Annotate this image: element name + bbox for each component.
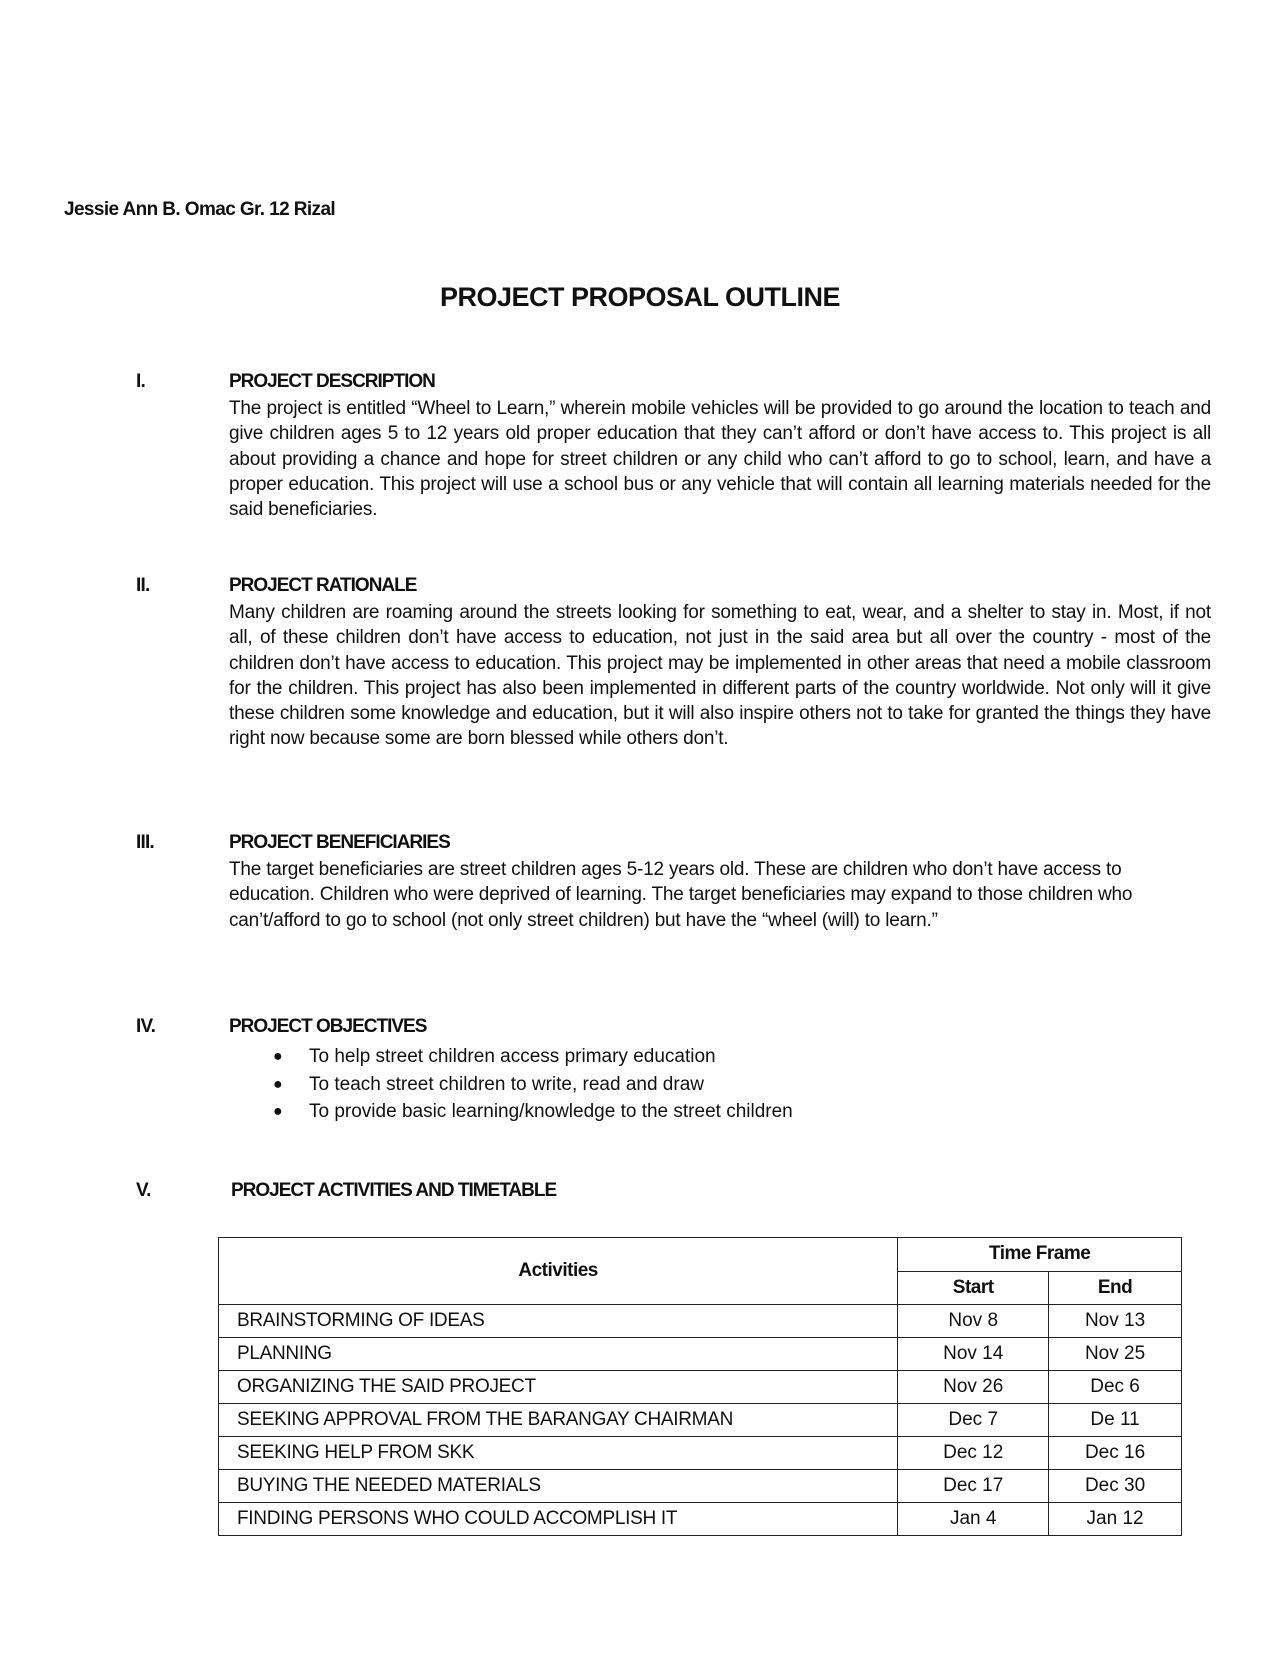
table-row — [219, 1437, 1182, 1470]
author-line: Jessie Ann B. Omac Gr. 12 Rizal — [64, 199, 336, 220]
list-item — [229, 1098, 793, 1126]
activity-cell: SEEKING HELP FROM SKK — [219, 1437, 898, 1470]
activity-cell: ORGANIZING THE SAID PROJECT — [219, 1371, 898, 1404]
end-date-cell: Dec 16 — [1049, 1437, 1182, 1470]
section-numeral: IV. — [136, 1016, 156, 1037]
table-row — [219, 1470, 1182, 1503]
section-numeral: V. — [136, 1180, 151, 1201]
table-row — [219, 1338, 1182, 1371]
section-body: The project is entitled “Wheel to Learn,” wherein mobile vehicles will be provided to go around the location to teach and give children ages 5 to 12 years old proper education that they can’t afford or don’t have access to. This project is all about providing a chance and hope for street children or any child who can’t afford to go to school, learn, and have a proper education. This project will use a school bus or any vehicle that will contain all learning materials needed for the said beneficiaries. — [229, 398, 1211, 521]
list-item — [229, 1071, 793, 1099]
section-numeral: II. — [136, 575, 150, 596]
bullet-icon: ● — [273, 1103, 283, 1120]
column-header-end: End — [1049, 1271, 1182, 1305]
bullet-icon: ● — [273, 1048, 283, 1065]
section-body: The target beneficiaries are street children ages 5-12 years old. These are children who don’t have access to education. Children who were deprived of learning. The target beneficiaries may expand to those children who can’t/afford to go to school (not only street children) but have the “wheel (will) to learn.” — [229, 859, 1133, 931]
objective-text: To provide basic learning/knowledge to the street children — [309, 1101, 793, 1122]
column-header-time-frame: Time Frame — [898, 1238, 1182, 1272]
start-date-cell: Nov 26 — [898, 1371, 1049, 1404]
start-date-cell: Jan 4 — [898, 1503, 1049, 1536]
end-date-cell: Nov 13 — [1049, 1305, 1182, 1338]
end-date-cell: Dec 6 — [1049, 1371, 1182, 1404]
objective-text: To help street children access primary education — [309, 1046, 716, 1067]
column-header-start: Start — [898, 1271, 1049, 1305]
section-heading: PROJECT DESCRIPTION — [229, 371, 435, 392]
end-date-cell: De 11 — [1049, 1404, 1182, 1437]
section-heading: PROJECT RATIONALE — [229, 575, 417, 596]
objectives-list — [229, 1043, 793, 1126]
table-row — [219, 1305, 1182, 1338]
start-date-cell: Dec 12 — [898, 1437, 1049, 1470]
end-date-cell: Dec 30 — [1049, 1470, 1182, 1503]
activity-cell: FINDING PERSONS WHO COULD ACCOMPLISH IT — [219, 1503, 898, 1536]
activity-cell: PLANNING — [219, 1338, 898, 1371]
section-body: Many children are roaming around the streets looking for something to eat, wear, and a shelter to stay in. Most, if not all, of these children don’t have access to education, not just in the said area but all over the country - most of the children don’t have access to education. This project may be implemented in other areas that need a mobile classroom for the children. This project has also been implemented in different parts of the country worldwide. Not only will it give these children some knowledge and education, but it will also inspire others not to take for granted the things they have right now because some are born blessed while others don’t. — [229, 602, 1211, 750]
activity-cell: BRAINSTORMING OF IDEAS — [219, 1305, 898, 1338]
section-numeral: I. — [136, 371, 145, 392]
section-numeral: III. — [136, 832, 154, 853]
start-date-cell: Dec 7 — [898, 1404, 1049, 1437]
section-heading: PROJECT OBJECTIVES — [229, 1016, 427, 1037]
end-date-cell: Nov 25 — [1049, 1338, 1182, 1371]
activities-timetable — [218, 1237, 1182, 1536]
bullet-icon: ● — [273, 1075, 283, 1093]
activity-cell: BUYING THE NEEDED MATERIALS — [219, 1470, 898, 1503]
table-row — [219, 1371, 1182, 1404]
column-header-activities: Activities — [219, 1238, 898, 1305]
end-date-cell: Jan 12 — [1049, 1503, 1182, 1536]
objective-text: To teach street children to write, read and draw — [309, 1073, 704, 1095]
start-date-cell: Nov 14 — [898, 1338, 1049, 1371]
table-row — [219, 1404, 1182, 1437]
list-item — [229, 1043, 793, 1071]
start-date-cell: Dec 17 — [898, 1470, 1049, 1503]
document-title: PROJECT PROPOSAL OUTLINE — [439, 282, 841, 312]
table-row — [219, 1503, 1182, 1536]
start-date-cell: Nov 8 — [898, 1305, 1049, 1338]
activity-cell: SEEKING APPROVAL FROM THE BARANGAY CHAIRMAN — [219, 1404, 898, 1437]
section-heading: PROJECT ACTIVITIES AND TIMETABLE — [231, 1180, 557, 1201]
section-heading: PROJECT BENEFICIARIES — [229, 832, 450, 853]
